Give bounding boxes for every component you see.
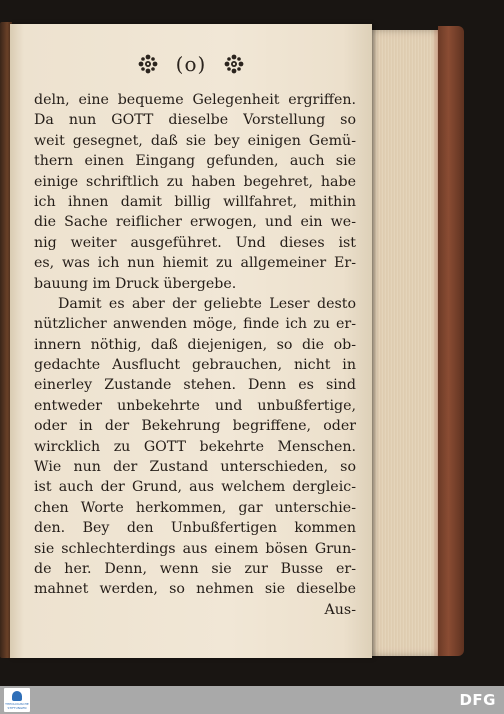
text-line: sie schlechterdings aus einem bösen Grun- (34, 540, 356, 557)
text-line: Da nun GOTT dieselbe Vorstellung so (34, 112, 356, 129)
text-line: einerley Zustande stehen. Denn es sind (34, 377, 356, 394)
page-edges (366, 30, 442, 656)
text-line: deln, eine bequeme Gelegenheit ergriffen. (34, 92, 356, 108)
text-line: chen Worte herkommen, gar unterschie- (34, 499, 356, 516)
text-line: entweder unbekehrte und unbußfertige, (34, 397, 356, 414)
library-logo-text: THEOLOGISCHE STIFTUNGEN (5, 702, 29, 710)
text-line: Wie nun der Zustand unterschieden, so (34, 459, 356, 476)
text-line: wircklich zu GOTT bekehrte Menschen. (34, 438, 356, 455)
text-line: die Sache reiflicher erwogen, und ein we- (34, 214, 356, 231)
text-line: oder in der Bekehrung begriffene, oder (34, 418, 356, 435)
book-cover-right (438, 26, 464, 656)
text-line: thern einen Eingang gefunden, auch sie (34, 153, 356, 170)
text-line: ist auch der Grund, aus welchem dergleic- (34, 479, 356, 496)
text-line: bauung im Druck übergebe. (34, 275, 237, 292)
floral-ornament-icon (223, 53, 245, 75)
text-line: mahnet werden, so nehmen sie dieselbe (34, 581, 356, 598)
page-header (10, 52, 372, 76)
text-line: innern nöthig, daß diejenigen, so die ob- (34, 336, 356, 353)
library-logo[interactable] (4, 688, 30, 712)
page-body-text (34, 90, 356, 620)
text-line: de her. Denn, wenn sie zur Busse er- (34, 560, 356, 577)
text-line: Damit es aber der geliebte Leser desto (58, 295, 356, 312)
text-line: es, was ich nun hiemit zu allgemeiner Er- (34, 255, 356, 272)
catchword: Aus- (324, 601, 356, 618)
text-line: einige schriftlich zu haben begehret, habe (34, 173, 356, 190)
floral-ornament-icon (137, 53, 159, 75)
dfg-logo[interactable]: DFG (459, 691, 496, 709)
viewer-footer-bar (0, 686, 504, 714)
text-line: den. Bey den Unbußfertigen kommen (34, 520, 356, 537)
library-mark-icon (12, 691, 22, 701)
book-page (10, 24, 372, 658)
text-line: gedachte Ausflucht gebrauchen, nicht in (34, 357, 356, 374)
text-line: weit gesegnet, daß sie bey einigen Gemü- (34, 132, 356, 149)
text-line: nützlicher anwenden möge, finde ich zu er- (34, 316, 356, 333)
text-line: ich ihnen damit billig willfahret, mithin (34, 193, 356, 210)
text-line: nig weiter ausgeführet. Und dieses ist (34, 234, 356, 251)
page-number: (o) (175, 52, 207, 76)
